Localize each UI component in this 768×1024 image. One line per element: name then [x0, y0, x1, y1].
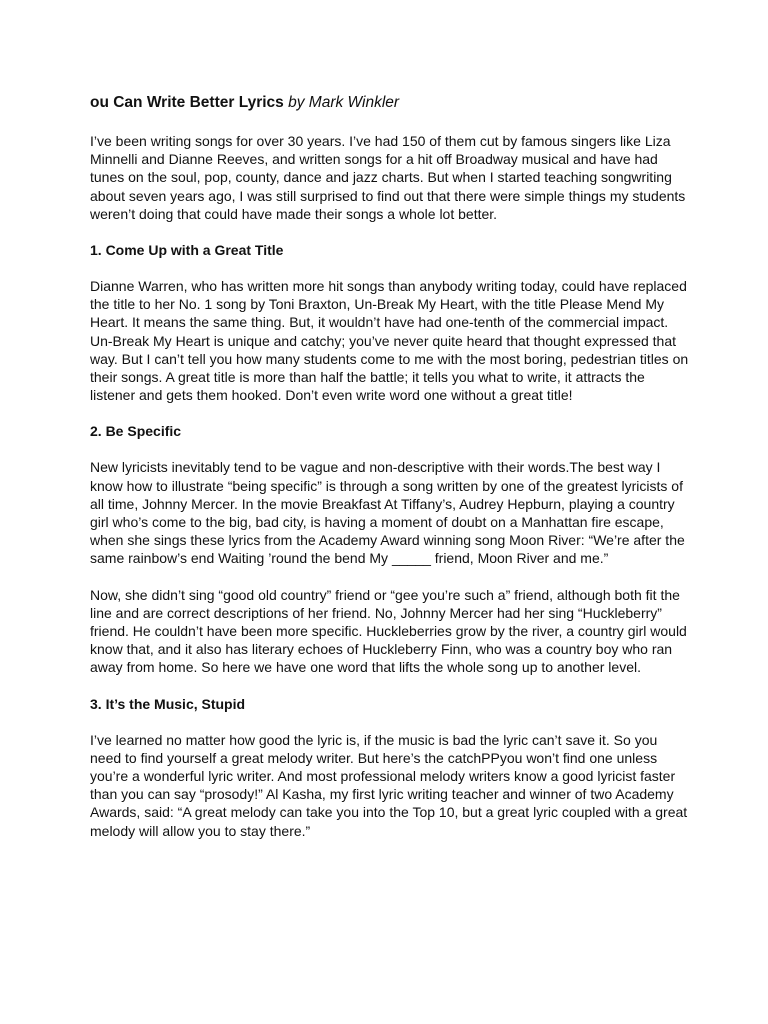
- article-title: ou Can Write Better Lyrics: [90, 94, 284, 111]
- section-title-paragraph: Dianne Warren, who has written more hit songs than anybody writing today, could have replaced the title to her No. 1 song by Toni Braxton, Un-Break My Heart, with the title Please Mend My Heart. It means the same thing. But, it wouldn’t have had one-tenth of the commercial impact. Un-Break My Heart is unique and catchy; you’ve never quite heard that thought expressed that way. But I can’t tell you how many students come to me with the most boring, pedestrian titles on their songs. A great title is more than half the battle; it tells you what to write, it attracts the listener and gets them hooked. Don’t even write word one without a great title!: [90, 278, 689, 404]
- article-title-line: [90, 92, 690, 114]
- section-heading-specific: 2. Be Specific: [90, 423, 182, 440]
- section-specific-paragraph-1: New lyricists inevitably tend to be vague and non-descriptive with their words.The best way I know how to illustrate “being specific” is through a song written by one of the greatest lyricists of all time, Johnny Mercer. In the movie Breakfast At Tiffany’s, Audrey Hepburn, playing a country girl who’s come to the big, bad city, is having a moment of doubt on a Manhattan fire escape, when she sings these lyrics from the Academy Award winning song Moon River: “We’re after the same rainbow’s end Waiting ’round the bend My _____ friend, Moon River and me.”: [90, 459, 685, 567]
- section-specific-paragraph-2: Now, she didn’t sing “good old country” friend or “gee you’re such a” friend, although both fit the line and are correct descriptions of her friend. No, Johnny Mercer had her sing “Huckleberry” friend. He couldn’t have been more specific. Huckleberries grow by the river, a country girl would know that, and it also has literary echoes of Huckleberry Finn, who was a country boy who ran away from home. So here we have one word that lifts the whole song up to another level.: [90, 586, 687, 676]
- section-heading-title: 1. Come Up with a Great Title: [90, 242, 284, 259]
- section-music-paragraph: I’ve learned no matter how good the lyric is, if the music is bad the lyric can’t save it. So you need to find yourself a great melody writer. But here’s the catchPPyou won’t find one unless you’re a wonderful lyric writer. And most professional melody writers know a good lyricist faster than you can say “prosody!” Al Kasha, my first lyric writing teacher and winner of two Academy Awards, said: “A great melody can take you into the Top 10, but a great lyric coupled with a great melody will allow you to stay there.”: [90, 731, 688, 839]
- intro-paragraph: I’ve been writing songs for over 30 years. I’ve had 150 of them cut by famous singers like Liza Minnelli and Dianne Reeves, and written songs for a hit off Broadway musical and have had tunes on the soul, pop, county, dance and jazz charts. But when I started teaching songwriting about seven years ago, I was still surprised to find out that there were simple things my students weren’t doing that could have made their songs a whole lot better.: [90, 133, 686, 222]
- article-byline: by Mark Winkler: [288, 94, 400, 111]
- article: [90, 92, 690, 858]
- section-heading-music: 3. It’s the Music, Stupid: [90, 695, 246, 712]
